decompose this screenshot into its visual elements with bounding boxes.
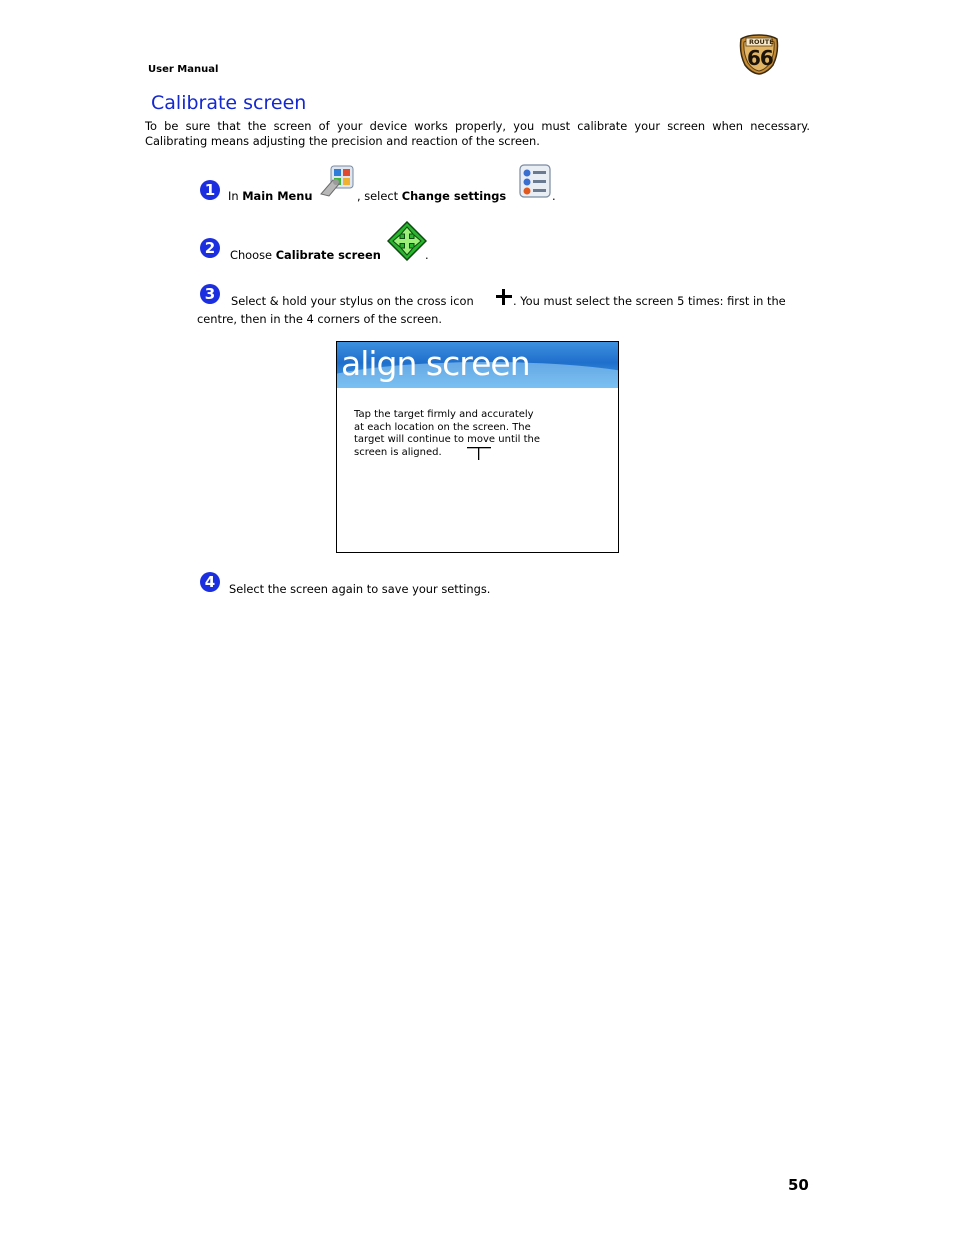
calibrate-screen-label: Calibrate screen [275,248,381,262]
step-number-1: 1 [200,180,220,200]
header-label: User Manual [148,64,219,75]
step-number-4: 4 [200,572,220,592]
align-screen-title: align screen [341,344,530,383]
intro-paragraph: To be sure that the screen of your device works properly, you must calibrate your screen when necessary. Calibrating means adjusting the precision and reaction of the screen. [145,119,810,148]
target-cross-icon [467,444,491,460]
step-1-text: In Main Menu [228,189,313,203]
step-number-2: 2 [200,238,220,258]
change-settings-label: Change settings [401,189,507,203]
step-3-text-2: . You must select the screen 5 times: first in the [513,294,786,308]
calibrate-screen-icon [387,221,427,261]
align-screen-header [337,342,618,388]
step-3-text-1: Select & hold your stylus on the cross icon [231,294,474,308]
change-settings-icon [518,164,552,200]
step-2-text-2: . [425,248,429,262]
align-screen-screenshot [336,341,619,553]
step-3-text-3: centre, then in the 4 corners of the screen. [197,312,442,326]
route66-logo [737,33,781,75]
logo-route-text: ROUTE [749,38,774,46]
cross-icon [495,288,513,306]
main-menu-icon [319,164,357,198]
page-number: 50 [788,1176,809,1194]
step-1-text-2: , select Change settings [357,189,507,203]
align-screen-instructions: Tap the target firmly and accurately at each location on the screen. The target will continue to move until the screen is aligned. [354,409,541,458]
section-title: Calibrate screen [151,92,307,114]
logo-number-text: 66 [747,46,773,70]
main-menu-label: Main Menu [242,189,313,203]
step-1-text-3: . [552,189,556,203]
step-4-text: Select the screen again to save your settings. [229,582,491,596]
step-2-text: Choose Calibrate screen [230,248,381,262]
step-number-3: 3 [200,284,220,304]
